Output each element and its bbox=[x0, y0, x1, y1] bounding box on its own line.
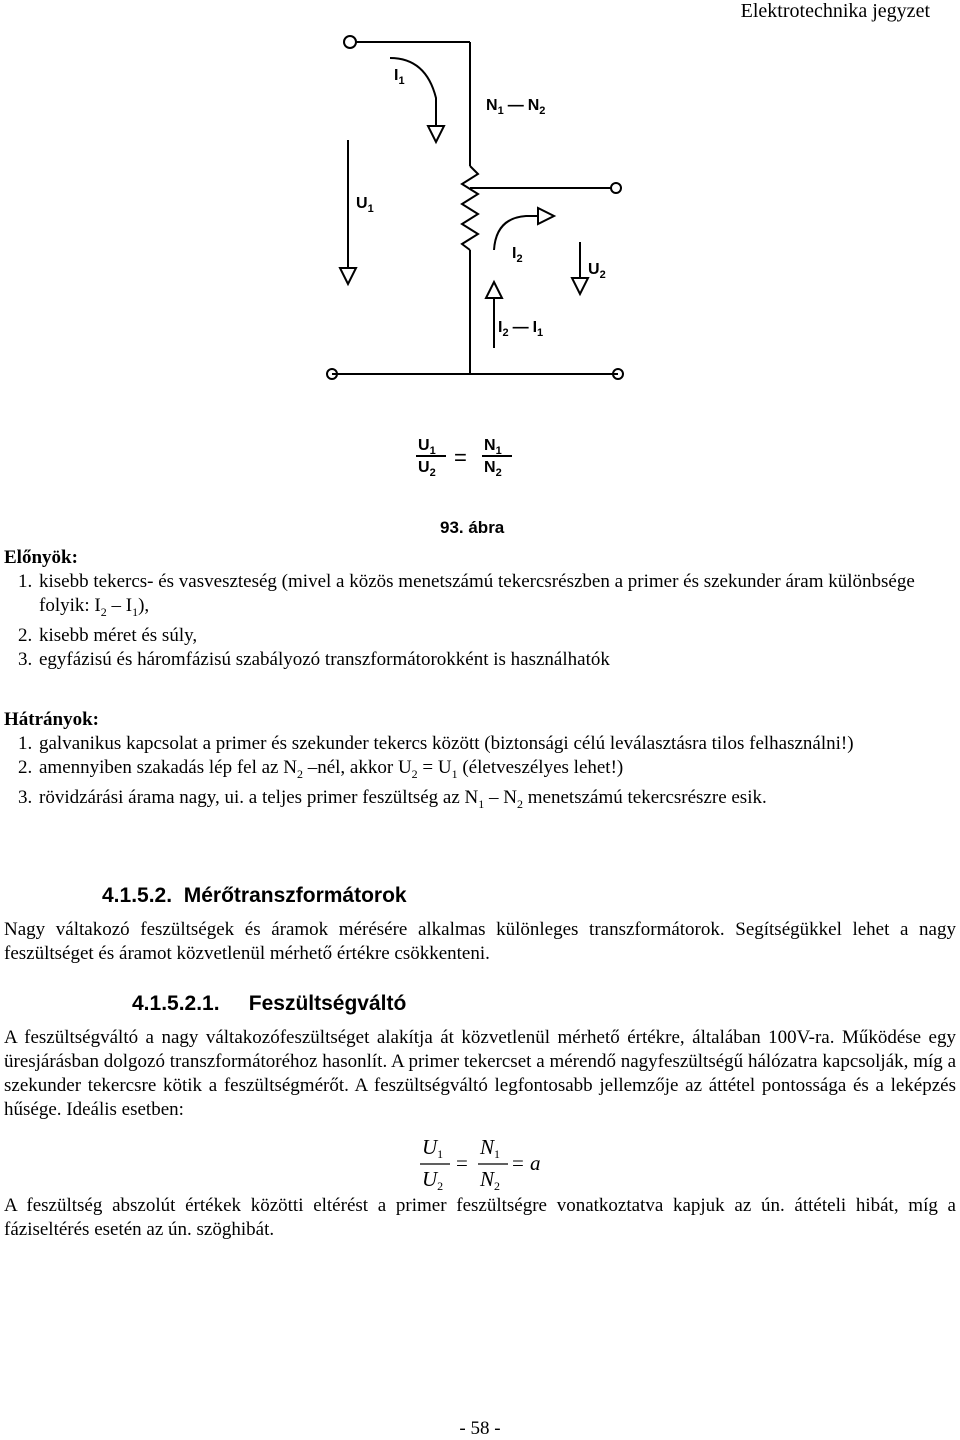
svg-text:=: = bbox=[456, 1151, 468, 1175]
list-item: 2. amennyiben szakadás lép fel az $N_2$ –nél, akkor $U_2 = U_1$ (életveszélyes lehet!) bbox=[37, 756, 956, 786]
svg-text:I2—I1: $I_2$ — $I_1$ bbox=[498, 319, 544, 339]
svg-text:U1: U1 bbox=[422, 1135, 444, 1161]
list-item: 2. kisebb méret és súly, bbox=[37, 624, 956, 648]
svg-text:N2: $N_2$ bbox=[484, 459, 502, 479]
formula-n2: N bbox=[484, 459, 496, 476]
svg-text:I1: $I_1$ bbox=[394, 67, 405, 87]
label-n1: N bbox=[486, 97, 498, 114]
svg-text:I2: $I_2$ bbox=[512, 245, 523, 265]
svg-text:U2: U2 bbox=[422, 1167, 444, 1192]
section-body-feszultsegvalto: A feszültségváltó a nagy váltakozófeszültséget alakítja át közvetlenül mérhető értékre, általában 100V-ra. Működése egy üresjárásban dolgozó transzformátoréhoz hasonlít. A primer tekercset a mérendő nagyfeszültségű hálózatra kapcsolják, míg a szekunder tekercsre kötik a feszültségmérőt. A feszültségváltó legfontosabb jellemzője az áttétel pontossága és a leképzés hűsége. Ideális esetben: bbox=[4, 1027, 956, 1120]
svg-text:U2: $U_2$ bbox=[418, 459, 436, 479]
svg-text:U1: $U_1$ bbox=[418, 437, 436, 457]
svg-text:N1: $N_1$ bbox=[484, 437, 502, 457]
svg-text:a: a bbox=[530, 1151, 541, 1175]
disadvantages-section bbox=[4, 708, 956, 816]
label-u2: U bbox=[588, 261, 600, 278]
ideal-ratio-formula bbox=[418, 1128, 578, 1192]
list-item: 3. egyfázisú és háromfázisú szabályozó transzformátorokként is használhatók bbox=[37, 648, 956, 672]
advantages-section bbox=[4, 546, 956, 672]
page-number: - 58 - bbox=[459, 1418, 501, 1439]
svg-text:N1—N2: $N_1$ — $N_2$ bbox=[486, 97, 546, 117]
list-item: 3. rövidzárási árama nagy, ui. a teljes primer feszültség az $N_1 - N_2$ menetszámú tekercsrészre esik. bbox=[37, 786, 956, 816]
svg-text:U2: $U_2$ bbox=[588, 261, 606, 281]
label-i1: I bbox=[394, 67, 399, 84]
svg-text:N2: N2 bbox=[480, 1167, 501, 1192]
section-heading-mero: 4.1.5.2. Mérőtranszformátorok bbox=[102, 884, 407, 907]
formula-n1: N bbox=[484, 437, 496, 454]
svg-text:N1: N1 bbox=[480, 1135, 501, 1161]
label-i2: I bbox=[512, 245, 517, 262]
label-u1: U bbox=[356, 195, 368, 212]
label-i2-i1: I bbox=[498, 319, 503, 336]
section-body-mero: Nagy váltakozó feszültségek és áramok mérésére alkalmas különleges transzformátorok. Segítségükkel lehet a nagy feszültséget és áramot közvetlenül mérhető értékre csökkenteni. bbox=[4, 919, 956, 964]
list-item: 1. galvanikus kapcsolat a primer és szekunder tekercs között (biztonsági célú leválasztásra tilos felhasználni!) bbox=[37, 732, 956, 756]
list-item: 1. kisebb tekercs- és vasveszteség (mivel a közös menetszámú tekercsrészben a primer és szekunder áram különbsége folyik: $I_2 - I_1$), bbox=[37, 570, 956, 624]
formula-u2: U bbox=[418, 459, 430, 476]
svg-text:=: = bbox=[512, 1151, 524, 1175]
section-heading-feszultsegvalto: 4.1.5.2.1. Feszültségváltó bbox=[132, 992, 407, 1015]
section-after-formula: A feszültség abszolút értékek közötti eltérést a primer feszültségre vonatkoztatva kapjuk az ún. áttételi hibát, míg a fáziseltérés esetén az ún. szöghibát. bbox=[4, 1195, 956, 1240]
advantages-list bbox=[4, 570, 956, 672]
formula-u1: U bbox=[418, 437, 430, 454]
autotransformer-diagram bbox=[326, 18, 636, 508]
page-header: Elektrotechnika jegyzet bbox=[740, 0, 930, 22]
disadvantages-list bbox=[4, 732, 956, 816]
figure-caption: 93. ábra bbox=[440, 518, 505, 537]
advantages-heading: Előnyök: bbox=[4, 547, 78, 568]
formula-equals: = bbox=[454, 445, 467, 470]
svg-text:U1: $U_1$ bbox=[356, 195, 374, 215]
disadvantages-heading: Hátrányok: bbox=[4, 709, 99, 730]
